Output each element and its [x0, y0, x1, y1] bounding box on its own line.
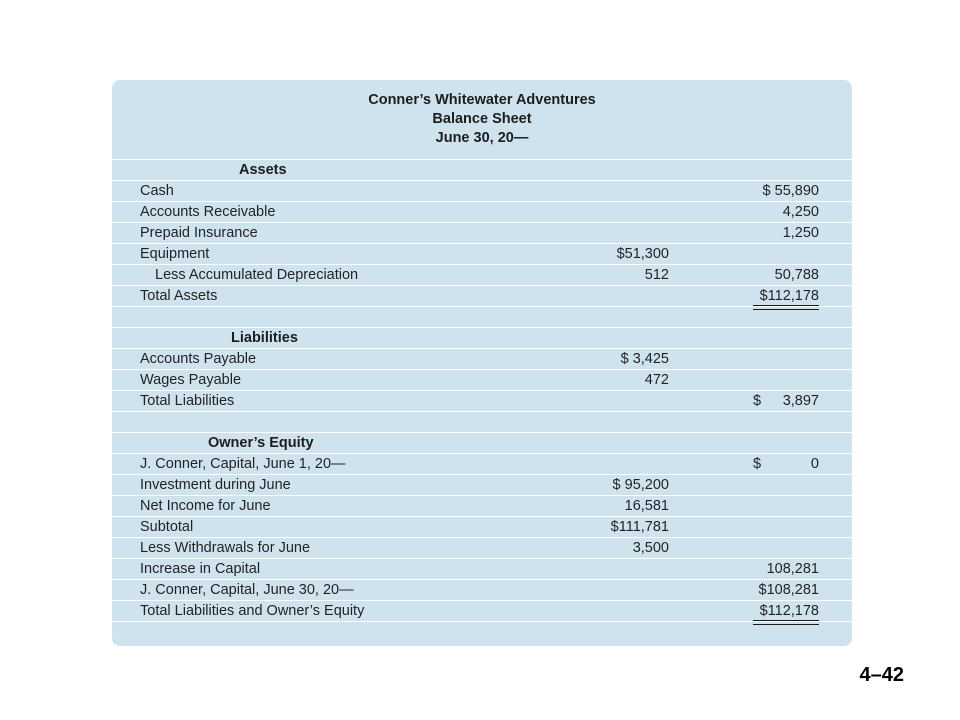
- table-row: [112, 390, 852, 411]
- table-row: [112, 495, 852, 516]
- liabilities-heading: Liabilities: [231, 330, 298, 346]
- table-row: [112, 558, 852, 579]
- total-assets-amount: $112,178: [759, 288, 819, 304]
- table-row: [112, 600, 852, 621]
- table-row: [112, 537, 852, 558]
- investment-label: Investment during June: [140, 477, 291, 493]
- total-liabilities-label: Total Liabilities: [140, 393, 235, 409]
- total-liabilities-dollar: $: [753, 393, 762, 409]
- capital-start-amount: 0: [810, 456, 819, 472]
- wages-amount: 472: [644, 372, 669, 388]
- assets-heading: Assets: [239, 162, 287, 178]
- table-row: [112, 516, 852, 537]
- withdrawals-label: Less Withdrawals for June: [140, 540, 311, 556]
- table-row: [112, 579, 852, 600]
- equity-heading: Owner’s Equity: [208, 435, 314, 451]
- equipment-label: Equipment: [140, 246, 210, 262]
- capital-end-label: J. Conner, Capital, June 30, 20—: [140, 582, 354, 598]
- table-row: [112, 264, 852, 285]
- table-row: [112, 222, 852, 243]
- table-row: [112, 474, 852, 495]
- cash-label: Cash: [140, 183, 174, 199]
- spacer-row: [112, 621, 852, 642]
- capital-start-dollar: $: [753, 456, 762, 472]
- withdrawals-amount: 3,500: [632, 540, 669, 556]
- total-assets-label: Total Assets: [140, 288, 218, 304]
- total-liabilities-amount: 3,897: [782, 393, 819, 409]
- subtotal-amount: $111,781: [610, 519, 669, 535]
- ap-label: Accounts Payable: [140, 351, 257, 367]
- table-row: [112, 180, 852, 201]
- net-income-label: Net Income for June: [140, 498, 271, 514]
- prepaid-label: Prepaid Insurance: [140, 225, 258, 241]
- cash-amount: $ 55,890: [762, 183, 819, 199]
- table-row: [112, 243, 852, 264]
- spacer-row: [112, 411, 852, 432]
- slide-number: 4–42: [859, 664, 904, 686]
- ar-label: Accounts Receivable: [140, 204, 276, 220]
- spacer-row: [112, 306, 852, 327]
- assets-heading-row: [112, 159, 852, 180]
- wages-label: Wages Payable: [140, 372, 242, 388]
- equipment-amount: $51,300: [616, 246, 669, 262]
- investment-amount: $ 95,200: [612, 477, 669, 493]
- statement-title: Balance Sheet: [432, 111, 532, 127]
- table-row: [112, 201, 852, 222]
- table-row: [112, 453, 852, 474]
- table-row: [112, 285, 852, 306]
- net-equipment-amount: 50,788: [774, 267, 819, 283]
- subtotal-label: Subtotal: [140, 519, 194, 535]
- net-income-amount: 16,581: [624, 498, 669, 514]
- accum-dep-amount: 512: [644, 267, 669, 283]
- total-liab-equity-amount: $112,178: [759, 603, 819, 619]
- table-row: [112, 348, 852, 369]
- ap-amount: $ 3,425: [620, 351, 669, 367]
- total-liab-equity-label: Total Liabilities and Owner’s Equity: [140, 603, 365, 619]
- equity-heading-row: [112, 432, 852, 453]
- balance-sheet-panel: [112, 80, 852, 646]
- capital-start-label: J. Conner, Capital, June 1, 20—: [140, 456, 346, 472]
- capital-end-amount: $108,281: [758, 582, 819, 598]
- company-name: Conner’s Whitewater Adventures: [368, 92, 596, 108]
- liabilities-heading-row: [112, 327, 852, 348]
- table-row: [112, 369, 852, 390]
- increase-label: Increase in Capital: [140, 561, 261, 577]
- accum-dep-label: Less Accumulated Depreciation: [155, 267, 359, 283]
- ar-amount: 4,250: [782, 204, 819, 220]
- increase-amount: 108,281: [766, 561, 819, 577]
- statement-date: June 30, 20—: [435, 130, 529, 146]
- prepaid-amount: 1,250: [782, 225, 819, 241]
